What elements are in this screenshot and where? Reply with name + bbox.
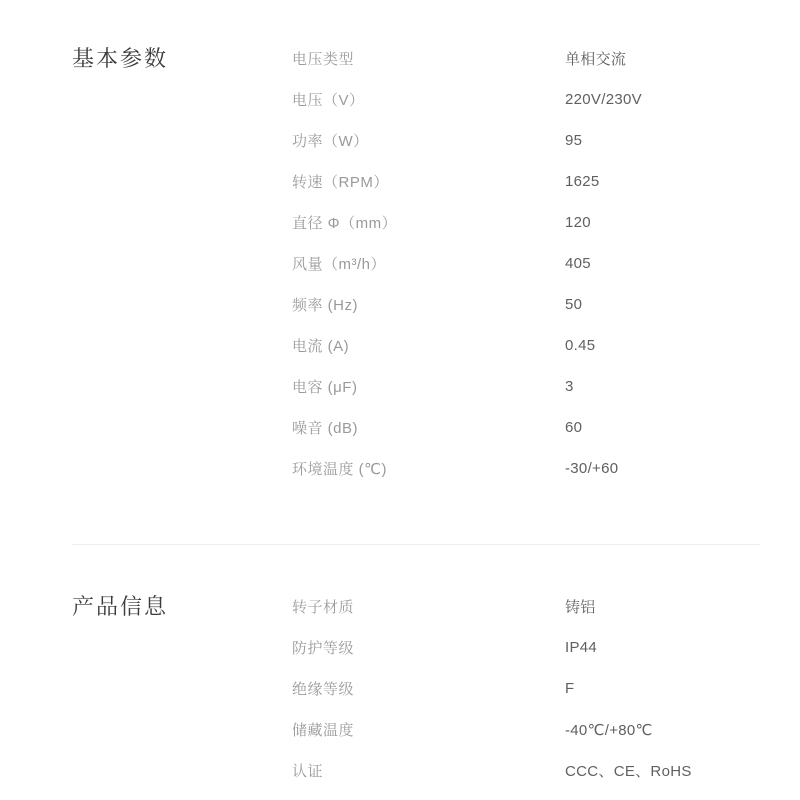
section-title-product-info: 产品信息 — [72, 594, 169, 619]
spec-value: F — [565, 680, 575, 697]
spec-row — [292, 586, 760, 627]
spec-label: 风量（m³/h） — [292, 256, 387, 273]
spec-label: 认证 — [292, 763, 324, 780]
spec-label: 功率（W） — [292, 133, 369, 150]
spec-label: 储藏温度 — [292, 722, 355, 739]
spec-label: 电流 (A) — [292, 338, 350, 355]
spec-row — [292, 38, 760, 79]
spec-row — [292, 750, 760, 791]
section-title-basic-params: 基本参数 — [72, 46, 169, 71]
spec-row — [292, 448, 760, 489]
spec-label: 噪音 (dB) — [292, 420, 359, 437]
spec-row — [292, 407, 760, 448]
spec-label: 转子材质 — [292, 599, 355, 616]
spec-row — [292, 627, 760, 668]
spec-label: 防护等级 — [292, 640, 355, 657]
spec-row — [292, 325, 760, 366]
spec-value: -30/+60 — [565, 460, 619, 477]
spec-row — [292, 243, 760, 284]
spec-label: 绝缘等级 — [292, 681, 355, 698]
section-divider — [72, 544, 760, 545]
spec-row — [292, 709, 760, 750]
spec-value: -40℃/+80℃ — [565, 721, 653, 739]
spec-value: 铸铝 — [565, 599, 596, 616]
spec-rows-basic-params — [292, 38, 760, 489]
spec-value: 120 — [565, 214, 591, 231]
spec-row — [292, 366, 760, 407]
spec-value: 1625 — [565, 173, 600, 190]
spec-value: 单相交流 — [565, 51, 627, 68]
spec-row — [292, 668, 760, 709]
spec-row — [292, 79, 760, 120]
spec-label: 频率 (Hz) — [292, 297, 358, 314]
spec-label: 环境温度 (℃) — [292, 461, 388, 478]
spec-label: 转速（RPM） — [292, 174, 389, 191]
spec-row — [292, 202, 760, 243]
spec-row — [292, 161, 760, 202]
spec-value: IP44 — [565, 639, 598, 656]
section-basic-params — [72, 38, 760, 489]
spec-value: 405 — [565, 255, 591, 272]
spec-value: 0.45 — [565, 337, 596, 354]
spec-value: 95 — [565, 132, 583, 149]
spec-value: 3 — [565, 378, 574, 395]
spec-label: 电压（V） — [292, 92, 365, 109]
spec-label: 电压类型 — [292, 51, 355, 68]
spec-rows-product-info — [292, 586, 760, 791]
section-product-info — [72, 586, 760, 791]
spec-row — [292, 284, 760, 325]
spec-value: 60 — [565, 419, 583, 436]
spec-value: 50 — [565, 296, 583, 313]
spec-label: 直径 Φ（mm） — [292, 215, 398, 232]
spec-value: CCC、CE、RoHS — [565, 763, 692, 780]
spec-row — [292, 120, 760, 161]
spec-label: 电容 (μF) — [292, 379, 358, 396]
spec-value: 220V/230V — [565, 91, 642, 108]
